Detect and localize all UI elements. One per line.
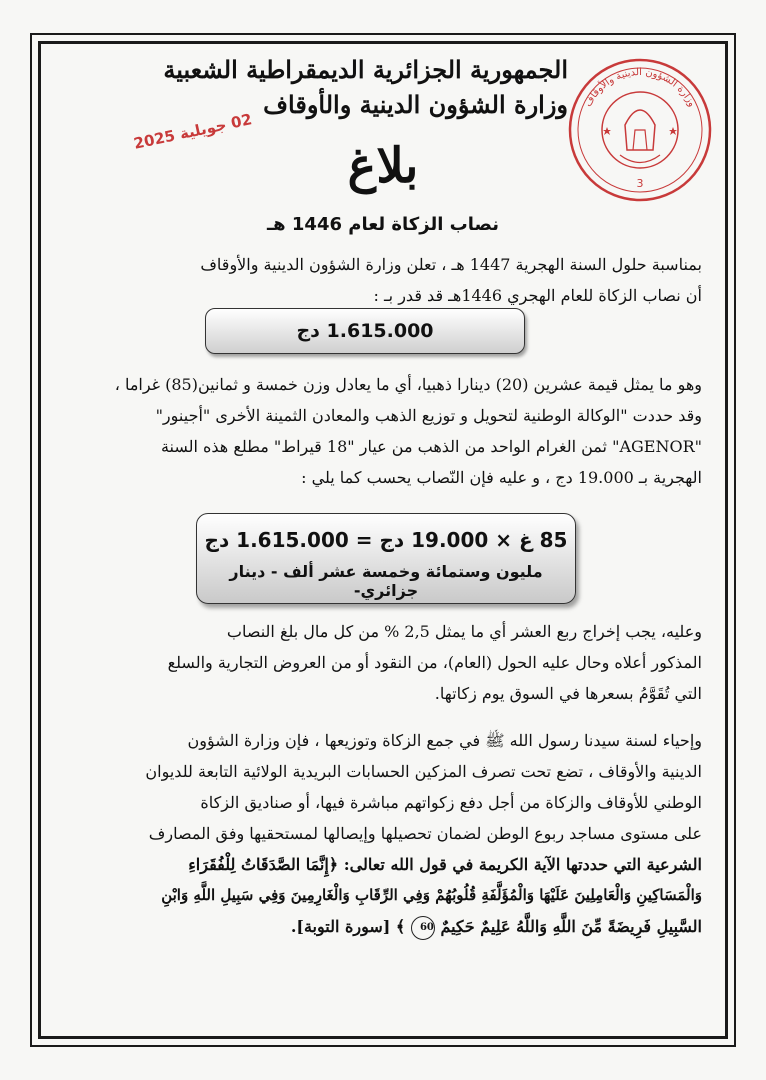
text-line: وهو ما يمثل قيمة عشرين (20) دينارا ذهبيا، أي ما يعادل وزن خمسة و ثمانين(85) غراما ،	[114, 375, 702, 394]
text-line: الهجرية بـ 19.000 دج ، و عليه فإن النّصاب يحسب كما يلي :	[301, 468, 702, 487]
text-line: وعليه، يجب إخراج ربع العشر أي ما يمثل 2,5 % من كل مال بلغ النصاب	[226, 622, 702, 641]
amount-in-words: مليون وستمائة وخمسة عشر ألف - دينار جزائري-	[229, 562, 543, 600]
text-line: الوطني للأوقاف والزكاة من أجل دفع زكواتهم مباشرة فيها، أو صناديق الزكاة	[200, 793, 702, 812]
seal-text: وزارة الشؤون الدينية والأوقاف	[582, 67, 698, 109]
date-stamp: 02 جويلية 2025	[132, 110, 254, 153]
text-line: المذكور أعلاه وحال عليه الحول (العام)، من النقود أو من العروض التجارية والسلع	[167, 653, 702, 672]
text-line: بمناسبة حلول السنة الهجرية 1447 هـ ، تعلن وزارة الشؤون الدينية والأوقاف	[200, 255, 702, 274]
text-line: الدينية والأوقاف ، تضع تحت تصرف المزكين الحسابات البريدية الولائية التابعة للديوان	[145, 762, 702, 781]
text-line: أن نصاب الزكاة للعام الهجري 1446هـ قد قدر بـ :	[373, 286, 702, 305]
seal-number: 3	[636, 177, 644, 190]
calculation-box	[196, 513, 576, 604]
paragraph-gold-value	[66, 369, 702, 493]
text-line: وَالْمَسَاكِينِ وَالْعَامِلِينَ عَلَيْهَا وَالْمُؤَلَّفَةِ قُلُوبُهُمْ وَفِي الرِّقَابِ وَالْغَارِمِينَ وَفِي سَبِيلِ اللَّهِ وَابْنِ	[161, 886, 702, 904]
page-subtitle: نصاب الزكاة لعام 1446 هـ	[266, 214, 499, 235]
verse-number-marker: 60	[411, 916, 435, 940]
text-line: على مستوى مساجد ربوع الوطن لضمان تحصيلها وإيصالها لمستحقيها وفق المصارف	[148, 824, 702, 843]
text-line: وقد حددت "الوكالة الوطنية لتحويل و توزيع الذهب والمعادن الثمينة الأخرى "أجينور"	[155, 406, 702, 425]
verse-line	[66, 911, 702, 942]
paragraph-collection	[66, 725, 702, 942]
text-line: وإحياء لسنة سيدنا رسول الله ﷺ في جمع الزكاة وتوزيعها ، فإن وزارة الشؤون	[187, 731, 702, 750]
text-line: "AGENOR" ثمن الغرام الواحد من الذهب من عيار "18 قيراط" مطلع هذه السنة	[160, 437, 702, 456]
surah-reference: ﴾ [سورة التوبة].	[290, 917, 406, 936]
text-line: الشرعية التي حددتها الآية الكريمة في قول الله تعالى: ﴿إِنَّمَا الصَّدَقَاتُ لِلْفُقَرَاءِ	[188, 855, 702, 874]
calculation-equation: 85 غ × 19.000 دج = 1.615.000 دج	[204, 528, 568, 552]
nisab-amount-box: 1.615.000 دج	[205, 308, 525, 354]
text-line: التي تُقَوَّمُ بسعرها في السوق يوم زكاتها.	[434, 684, 702, 703]
paragraph-zakat-rate	[66, 616, 702, 709]
header-ministry: وزارة الشؤون الدينية والأوقاف	[263, 90, 568, 119]
paragraph-announcement	[66, 249, 702, 311]
verse-text: السَّبِيلِ فَرِيضَةً مِّنَ اللَّهِ وَاللَّهُ عَلِيمٌ حَكِيمٌ	[440, 917, 702, 936]
page-title: بلاغ	[347, 138, 419, 194]
header-republic: الجمهورية الجزائرية الديمقراطية الشعبية	[163, 55, 568, 84]
